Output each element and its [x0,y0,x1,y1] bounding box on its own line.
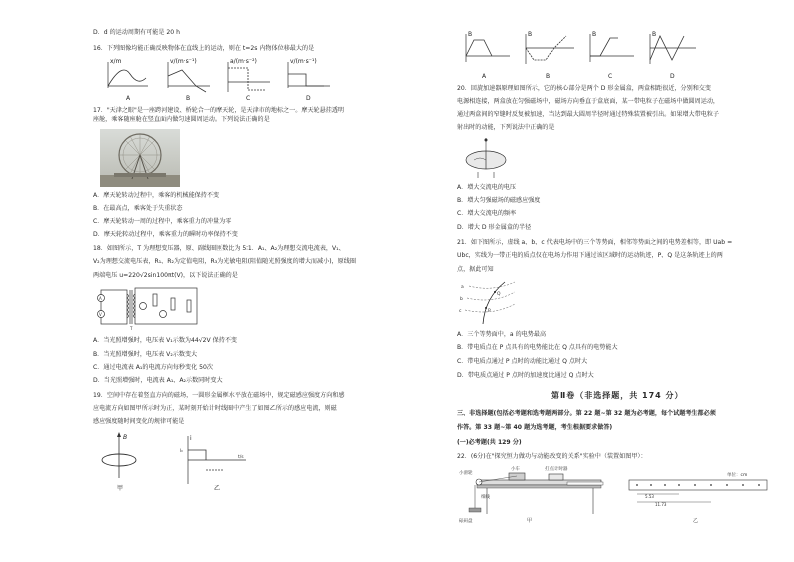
measure-1: 5.53 [645,494,654,499]
q16-graphs [100,56,340,104]
measure-2: 11.73 [655,502,667,507]
q20-stem-line1: 20．回旋加速器原理如图所示，它的核心部分是两个 D 形金属盒，两盒相距很近，分别和交变 [457,85,711,92]
axis-b-label: B [468,31,473,38]
q16-graph-b [168,58,210,102]
graph-label-d: D [306,95,311,102]
q21-option-c: C．带电质点通过 P 点时的动能比通过 Q 点时大 [457,358,588,365]
current-i0-label: I₀ [180,448,183,453]
q18-option-a: A．当光照增强时，电压表 V₁示数为44√2V 保持不变 [93,337,238,344]
q20-option-a: A．增大交流电的电压 [457,184,517,191]
graph-label-a: A [126,95,131,102]
q16-graph-a [108,58,148,102]
q19-stem-line1: 19．空间中存在着竖直方向的磁场，一圆形金属框水平放在磁场中，规定磁感应强度方向和感 [93,392,345,399]
q20-option-c: C．增大交流电的频率 [457,210,517,217]
cyclotron-figure [463,136,509,180]
graph-label-a: A [482,73,487,80]
weight-tray-label: 砝码盘 [459,519,473,524]
q21-stem-line2: Ubc，实线为一带正电的质点仅在电场力作用下通过该区域时的运动轨迹，P、Q 是这条轨迹上的两 [457,252,723,259]
q17-option-b: B．在最高点，乘客处于失重状态 [93,205,183,212]
q18-option-c: C．通过电流表 A₁的电流方向每秒变化 50次 [93,364,213,371]
q19-graph-c [590,31,634,80]
part2-note-line2: 作答。第 33 题~第 40 题为选考题，考生根据要求做答) [457,424,613,431]
q19-figure-jia [97,430,157,492]
q21-option-b: B．带电质点在 P 点具有的电势能比在 Q 点具有的电势能大 [457,344,618,351]
q17-stem-line2: 座舱，乘客随座舱在竖直面内做匀速圆周运动。下列说法正确的是 [93,116,270,123]
figure-label-jia: 甲 [117,485,124,492]
part2-title: 第Ⅱ卷（非选择题，共 174 分） [551,391,684,400]
q22-stem: 22．(6分)在"探究恒力做功与动能改变的关系"实验中（装置如图甲）： [457,453,647,460]
axis-label: v/(m·s⁻¹) [290,58,317,65]
graph-label-d: D [670,73,675,80]
car-label: 小车 [511,467,520,472]
figure-label-jia: 甲 [527,518,533,524]
rope-label: 细线 [481,495,490,500]
q17-option-c: C．摩天轮转动一周的过程中，乘客重力的冲量为零 [93,218,232,225]
q18-option-d: D．当光照增强时，电流表 A₁、A₂示数同时变大 [93,377,223,384]
axis-b-label: B [123,434,128,441]
axis-b-label: B [528,31,533,38]
graph-label-c: C [608,73,613,80]
equipotential-b-label: b [460,297,463,302]
q21-stem-line1: 21．如下图所示，虚线 a、b、c 代表电场中的三个等势面，相邻等势面之间的电势差相等，即 Uab = [457,239,733,246]
timer-label: 打点计时器 [545,467,568,472]
q20-stem-line4: 射出时的动能，下列说法中正确的是 [457,124,555,131]
q15-option-d: D．d 的运动周期有可能是 20 h [93,29,180,36]
q17-option-d: D．摩天轮转动过程中，乘客重力的瞬时功率保持不变 [93,231,238,238]
transformer-circuit [97,284,207,332]
part2-note-line1: 三、非选择题(包括必考题和选考题两部分。第 22 题~第 32 题为必考题，每个试题考生都必须 [457,410,716,417]
axis-i-label: i [190,435,192,442]
svg-text:A: A [99,296,102,301]
q20-stem-line2: 电源相连接，两盒放在匀强磁场中，磁场方向垂直于盒底面，某一带电粒子在磁场中做圆周运动， [457,98,720,105]
q20-stem-line3: 通过两盒间的窄缝时反复被加速，当达到最大圆周半径时通过特殊装置被引出。如果增大带电粒子 [457,111,720,118]
tape-yi [629,471,767,524]
svg-text:T: T [130,326,133,331]
axis-label: x/m [110,58,122,65]
q21-stem-line3: 点，据此可知 [457,266,494,273]
axis-b-label: B [652,31,657,38]
q17-stem-line1: 17．"天津之眼"是一座跨河建设、桥轮合一的摩天轮，是天津市的地标之一。摩天轮悬挂透明 [93,107,345,114]
left-column [85,0,415,562]
q19-graph-d [650,31,696,80]
graph-label-b: B [186,95,191,102]
svg-text:V: V [99,312,102,317]
axis-label: v/(m·s⁻¹) [170,58,197,65]
q19-graph-a [466,31,510,80]
q18-stem-line3: 两端电压 u=220√2sin100πt(V)，以下说法正确的是 [93,272,238,279]
q18-stem-line2: V₂为理想交流电压表，R₁、R₂为定值电阻，R₃为光敏电阻(阻值随光照强度的增大而减小)，原线圈 [93,258,356,265]
q18-option-b: B．当光照增强时，电压表 V₂示数变大 [93,351,198,358]
q17-option-a: A．摩天轮转动过程中，乘客的机械能保持不变 [93,192,220,199]
equipotential-a-label: a [461,285,464,290]
right-column [455,0,775,562]
graph-label-c: C [246,95,251,102]
q20-option-b: B．增大匀强磁场的磁感应强度 [457,197,541,204]
ferris-wheel-photo [100,129,180,187]
pulley-label: 小滑轮 [459,471,473,476]
q19-answer-graphs [460,30,700,82]
axis-label: a/(m·s⁻²) [230,58,257,65]
q16-graph-c [228,58,270,102]
q16-stem: 16．下列图像均能正确反映物体在直线上的运动，则在 t=2s 内物体位移最大的是 [93,45,315,52]
equipotential-c-label: c [459,309,462,314]
q19-graph-b [526,31,574,80]
point-q-label: Q [497,292,501,297]
axis-b-label: B [592,31,597,38]
graph-label-b: B [546,73,551,80]
q20-option-d: D．增大 D 形金属盒的半径 [457,224,532,231]
q21-option-a: A．三个等势面中，a 的电势最高 [457,331,547,338]
q21-option-d: D．带电质点通过 P 点时的加速度比通过 Q 点时大 [457,372,594,379]
point-p-label: P [488,309,491,314]
q16-graph-d [288,58,330,102]
track-jia [459,465,603,524]
equipotential-figure [459,278,519,328]
q19-figure-yi [180,432,260,492]
figure-label-yi: 乙 [693,518,699,524]
q22-apparatus-figure [457,464,775,524]
q18-stem-line1: 18．如图所示，T 为理想变压器，原、副线圈匝数比为 5∶1．A₁、A₂为理想交流电流表，V₁、 [93,245,345,252]
q19-stem-line3: 感应强度随时间变化的规律可能是 [93,418,185,425]
q19-stem-line2: 应电流方向如图甲所示时为正，某时刻开始计时线圈中产生了如图乙所示的感应电流，则磁 [93,405,337,412]
axis-t-label: t/s [238,455,244,460]
section-title: (一)必考题(共 129 分) [457,439,522,446]
unit-label: 单位：cm [727,473,748,478]
figure-label-yi: 乙 [214,485,221,492]
